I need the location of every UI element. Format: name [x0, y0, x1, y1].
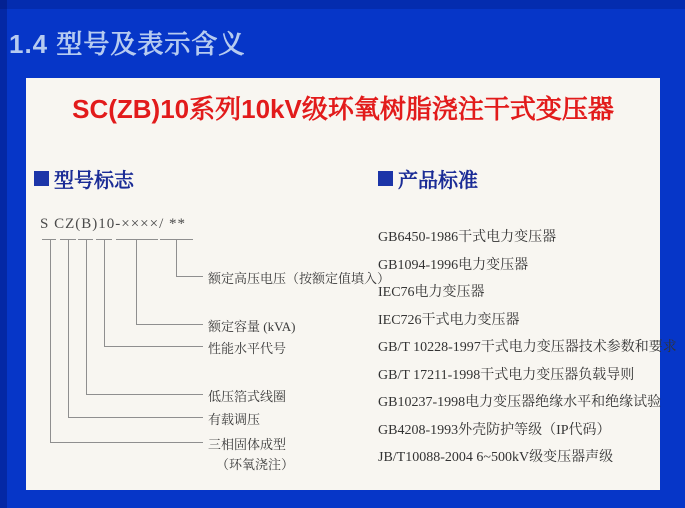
diagram-label-lv-foil-winding: 低压箔式线圈	[208, 389, 287, 404]
diagram-label-epoxy-cast: （环氧浇注）	[216, 457, 295, 472]
slide-header-title: 1.4 型号及表示含义	[9, 29, 246, 59]
panel-title: SC(ZB)10系列10kV级环氧树脂浇注干式变压器	[72, 94, 614, 124]
diagram-label-rated-hv: 额定高压电压（按额定值填入）	[208, 271, 391, 286]
connector-line	[50, 240, 203, 443]
square-bullet-icon	[34, 171, 49, 186]
diagram-label-rated-capacity: 额定容量 (kVA)	[208, 319, 296, 334]
model-section-heading-label: 型号标志	[54, 170, 134, 192]
standard-item: GB4208-1993外壳防护等级（IP代码）	[378, 422, 611, 438]
standard-item: IEC726干式电力变压器	[378, 312, 520, 328]
left-edge-shade	[0, 0, 7, 508]
standard-item: IEC76电力变压器	[378, 285, 485, 300]
standards-section-heading	[378, 164, 478, 193]
model-section-heading	[34, 164, 134, 193]
square-bullet-icon	[378, 171, 393, 186]
standards-section-heading-label: 产品标准	[398, 170, 478, 192]
standards-list	[378, 224, 677, 472]
standard-item: GB1094-1996电力变压器	[378, 257, 529, 273]
diagram-label-on-load-tap: 有载调压	[208, 412, 261, 427]
model-code-text: S CZ(B)10-××××/ **	[40, 216, 187, 232]
content-panel	[26, 78, 677, 490]
diagram-label-three-phase-cast: 三相固体成型	[208, 437, 287, 452]
standard-item: JB/T10088-2004 6~500kV级变压器声级	[378, 450, 614, 465]
standard-item: GB/T 10228-1997干式电力变压器技术参数和要求	[378, 340, 677, 355]
top-edge-shade	[0, 0, 685, 9]
standard-item: GB/T 17211-1998干式电力变压器负载导则	[378, 367, 635, 383]
diagram-label-performance-code: 性能水平代号	[208, 341, 287, 356]
standard-item: GB6450-1986干式电力变压器	[378, 230, 557, 245]
standard-item: GB10237-1998电力变压器绝缘水平和绝缘试验	[378, 395, 662, 410]
